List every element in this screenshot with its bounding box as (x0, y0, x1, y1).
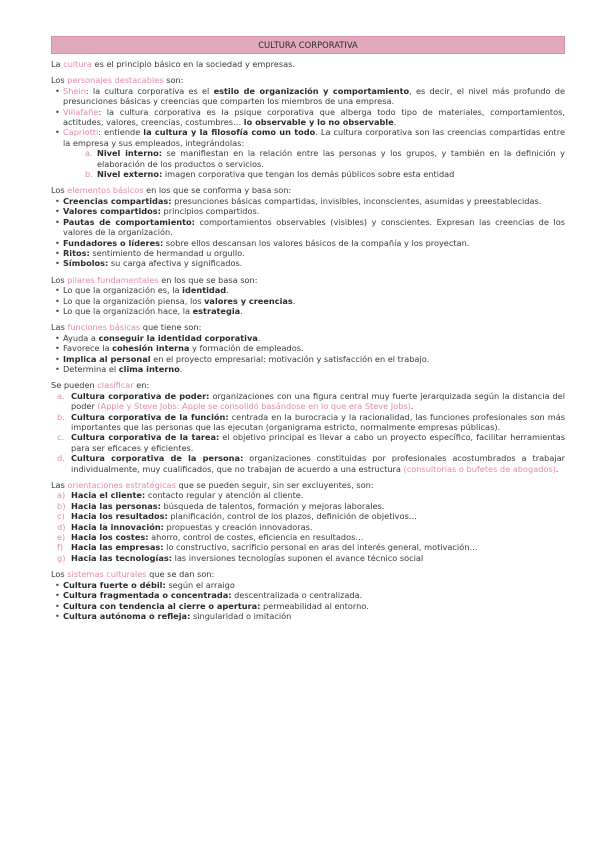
section-heading-funciones: Las funciones básicas que tiene son: (51, 322, 202, 333)
list-item: d. Cultura corporativa de la persona: organizaciones constituidas por profesionales acostumbrados a trabajar individualmente, muy cualificados, que no trabajan de acuerdo a una estructura (consultorías o bufetes de abogados). (57, 453, 565, 474)
intro-paragraph (51, 59, 565, 69)
list-item: • Pautas de comportamiento: comportamientos observables (visibles) y conscientes. Expresan las creencias de los valores de la organización. (51, 217, 565, 238)
list-item: • Implica al personal en el proyecto empresarial: motivación y satisfacción en el trabajo. (51, 354, 565, 364)
list-item: • Ayuda a conseguir la identidad corporativa. (51, 333, 565, 343)
elementos-list (51, 196, 565, 269)
section-heading-clasificar: Se pueden clasificar en: (51, 380, 150, 391)
list-item: • Símbolos: su carga afectiva y significados. (51, 258, 565, 268)
list-item: d) Hacia la innovación: propuestas y creación innovadoras. (57, 521, 313, 532)
list-item: f) Hacia las empresas: lo constructivo, sacrificio personal en aras del interés general, motivación… (57, 542, 478, 553)
section-heading-sistemas: Los sistemas culturales que se dan son: (51, 569, 215, 580)
list-item: • Lo que la organización es, la identidad. (51, 285, 565, 295)
funciones-list (51, 333, 565, 375)
list-item: • Ritos: sentimiento de hermandad u orgullo. (51, 248, 565, 258)
clasificar-list (51, 391, 565, 474)
list-item: • Cultura fragmentada o concentrada: descentralizada o centralizada. (51, 590, 565, 600)
list-item: • Determina el clima interno. (51, 364, 565, 374)
list-item: • Cultura fuerte o débil: según el arraigo (51, 580, 565, 590)
document-page (51, 36, 565, 621)
section-heading-pilares: Los pilares fundamentales en los que se basa son: (51, 274, 258, 285)
list-item: c) Hacia los resultados: planificación, control de los plazos, definición de objetivos… (57, 511, 417, 522)
list-item: c. Cultura corporativa de la tarea: el objetivo principal es llevar a cabo un proyecto específico, facilitar herramientas para ser eficaces y eficientes. (57, 432, 566, 453)
pilares-list (51, 285, 565, 316)
personajes-list (51, 86, 565, 180)
section-heading-orientaciones: Las orientaciones estratégicas que se pueden seguir, sin ser excluyentes, son: (51, 480, 374, 491)
orientaciones-list (51, 490, 565, 563)
intro-text: La (51, 59, 64, 69)
list-item: • Lo que la organización hace, la estrategia. (51, 306, 565, 316)
niveles-sublist (71, 148, 565, 179)
list-item: • Favorece la cohesión interna y formación de empleados. (51, 343, 565, 353)
intro-text: es el principio básico en la sociedad y empresas. (91, 59, 295, 69)
list-item: b) Hacia las personas: búsqueda de talentos, formación y mejoras laborales. (57, 500, 385, 511)
sistemas-list (51, 580, 565, 622)
list-item: g) Hacia las tecnologías: las inversiones tecnologías suponen el avance técnico social (57, 552, 424, 563)
list-item: b. Cultura corporativa de la función: centrada en la burocracia y la racionalidad, las funciones profesionales son más importantes que las personas que las ejecutan (organigrama estricto, normalmente empresas públicas). (57, 411, 565, 432)
list-item: • Cultura autónoma o refleja: singularidad o imitación (51, 611, 565, 621)
list-item: • Valores compartidos: principios compartidos. (51, 206, 565, 216)
list-item: • Fundadores o líderes: sobre ellos descansan los valores básicos de la compañía y los proyectan. (51, 238, 565, 248)
list-item: • Villafañe: la cultura corporativa es la psique corporativa que alberga todo tipo de materiales, comportamientos, actitudes, valores, creencias, costumbres… lo observable y lo no observable. (51, 107, 565, 128)
list-item: • Lo que la organización piensa, los valores y creencias. (51, 296, 565, 306)
page-title: CULTURA CORPORATIVA (51, 36, 565, 54)
list-item: a) Hacia el cliente: contacto regular y atención al cliente. (57, 490, 304, 501)
list-item: b. Nivel externo: imagen corporativa que tengan los demás públicos sobre esta entidad (85, 169, 455, 180)
list-item: • Creencias compartidas: presunciones básicas compartidas, invisibles, inconscientes, asumidas y preestablecidas. (51, 196, 565, 206)
intro-keyword: cultura (63, 59, 92, 69)
list-item: a. Cultura corporativa de poder: organizaciones con una figura central muy fuerte jerarquizada según la distancia del poder (Apple y Steve Jobs: Apple se consolidó basándose en lo que era Steve Jobs). (57, 390, 565, 412)
section-heading-personajes: Los personajes destacables son: (51, 75, 184, 86)
list-item: • Shein: la cultura corporativa es el estilo de organización y comportamiento, es decir, el nivel más profundo de presunciones básicas y creencias que comparten los miembros de una empresa. (51, 86, 565, 107)
list-item: • Cultura con tendencia al cierre o apertura: permeabilidad al entorno. (51, 601, 565, 611)
list-item: • Capriotti: entiende la cultura y la filosofía como un todo. La cultura corporativa son las creencias compartidas entre la empresa y sus empleados, integrándolas: a. Nivel interno: se manifiestan en la relación entre las personas y los grupos, y también en la definición y elaboración de los productos o servicios. b. Nivel externo: imagen corporativa que tengan los demás públicos sobre esta entidad (51, 127, 565, 179)
section-heading-elementos: Los elementos básicos en los que se conforma y basa son: (51, 185, 292, 196)
list-item: e) Hacia los costes: ahorro, control de costes, eficiencia en resultados… (57, 532, 364, 543)
list-item: a. Nivel interno: se manifiestan en la relación entre las personas y los grupos, y también en la definición y elaboración de los productos o servicios. (85, 148, 565, 169)
